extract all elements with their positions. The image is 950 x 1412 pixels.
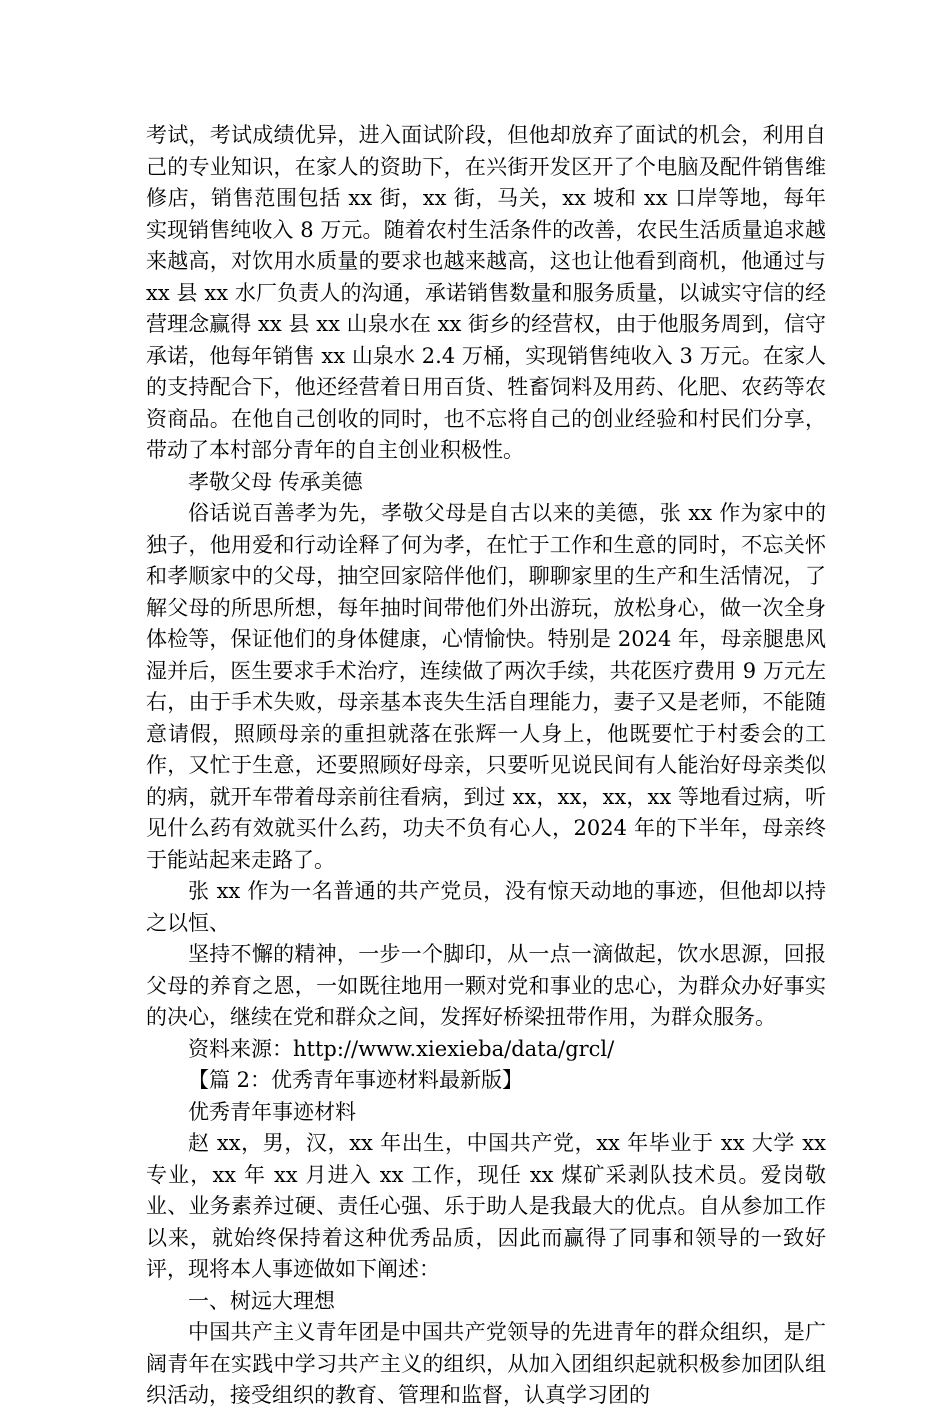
paragraph-introduction: 赵 xx，男，汉，xx 年出生，中国共产党，xx 年毕业于 xx 大学 xx 专业，xx 年 xx 月进入 xx 工作，现任 xx 煤矿采剥队技术员。爱岗敬业、业务素养过硬、责任心强、乐于助人是我最大的优点。自从参加工作以来，就始终保持着这种优秀品质，因此而赢得了同事和领导的一致好评，现将本人事迹做如下阐述： xyxy=(146,1131,826,1281)
paragraph-party-member: 张 xx 作为一名普通的共产党员，没有惊天动地的事迹，但他却以持之以恒、 xyxy=(146,879,826,935)
section-heading-ideals: 一、树远大理想 xyxy=(188,1288,335,1313)
source-line: 资料来源：http://www.xiexieba/data/grcl/ xyxy=(188,1036,615,1061)
paragraph-business: 考试，考试成绩优异，进入面试阶段，但他却放弃了面试的机会，利用自己的专业知识，在家人的资助下，在兴街开发区开了个电脑及配件销售维修店，销售范围包括 xx 街，xx 街，马关，xx 坡和 xx 口岸等地，每年实现销售纯收入 8 万元。随着农村生活条件的改善，农民生活质量追求越来越高，对饮用水质量的要求也越来越高，这也让他看到商机，他通过与 xx 县 xx 水厂负责人的沟通，承诺销售数量和服务质量，以诚实守信的经营理念赢得 xx 县 xx 山泉水在 xx 街乡的经营权，由于他服务周到，信守承诺，他每年销售 xx 山泉水 2.4 万桶，实现销售纯收入 3 万元。在家人的支持配合下，他还经营着日用百货、牲畜饲料及用药、化肥、农药等农资商品。在他自己创收的同时，也不忘将自己的创业经验和村民们分享，带动了本村部分青年的自主创业积极性。 xyxy=(146,123,826,462)
paragraph-perseverance: 坚持不懈的精神，一步一个脚印，从一点一滴做起，饮水思源，回报父母的养育之恩，一如既往地用一颗对党和事业的忠心，为群众办好事实的决心，继续在党和群众之间，发挥好桥梁扭带作用，为群众服务。 xyxy=(146,942,826,1029)
paragraph-filial-piety: 俗话说百善孝为先，孝敬父母是自古以来的美德，张 xx 作为家中的独子，他用爱和行动诠释了何为孝，在忙于工作和生意的同时，不忘关怀和孝顺家中的父母，抽空回家陪伴他们，聊聊家里的生产和生活情况，了解父母的所思所想，每年抽时间带他们外出游玩，放松身心，做一次全身体检等，保证他们的身体健康，心情愉快。特别是 2024 年，母亲腿患风湿并后，医生要求手术治疗，连续做了两次手续，共花医疗费用 9 万元左右，由于手术失败，母亲基本丧失生活自理能力，妻子又是老师，不能随意请假，照顾母亲的重担就落在张辉一人身上，他既要忙于村委会的工作，又忙于生意，还要照顾好母亲，只要听见说民间有人能治好母亲类似的病，就开车带着母亲前往看病，到过 xx，xx，xx，xx 等地看过病，听见什么药有效就买什么药，功夫不负有心人，2024 年的下半年，母亲终于能站起来走路了。 xyxy=(146,501,826,872)
document-subtitle: 优秀青年事迹材料 xyxy=(188,1099,356,1124)
section-heading-filial-piety: 孝敬父母 传承美德 xyxy=(188,469,363,494)
document-page xyxy=(146,120,826,1412)
paragraph-league: 中国共产主义青年团是中国共产党领导的先进青年的群众组织，是广阔青年在实践中学习共产主义的组织，从加入团组织起就积极参加团队组织活动，接受组织的教育、管理和监督，认真学习团的 xyxy=(146,1320,826,1407)
chapter-title: 【篇 2：优秀青年事迹材料最新版】 xyxy=(188,1068,524,1092)
